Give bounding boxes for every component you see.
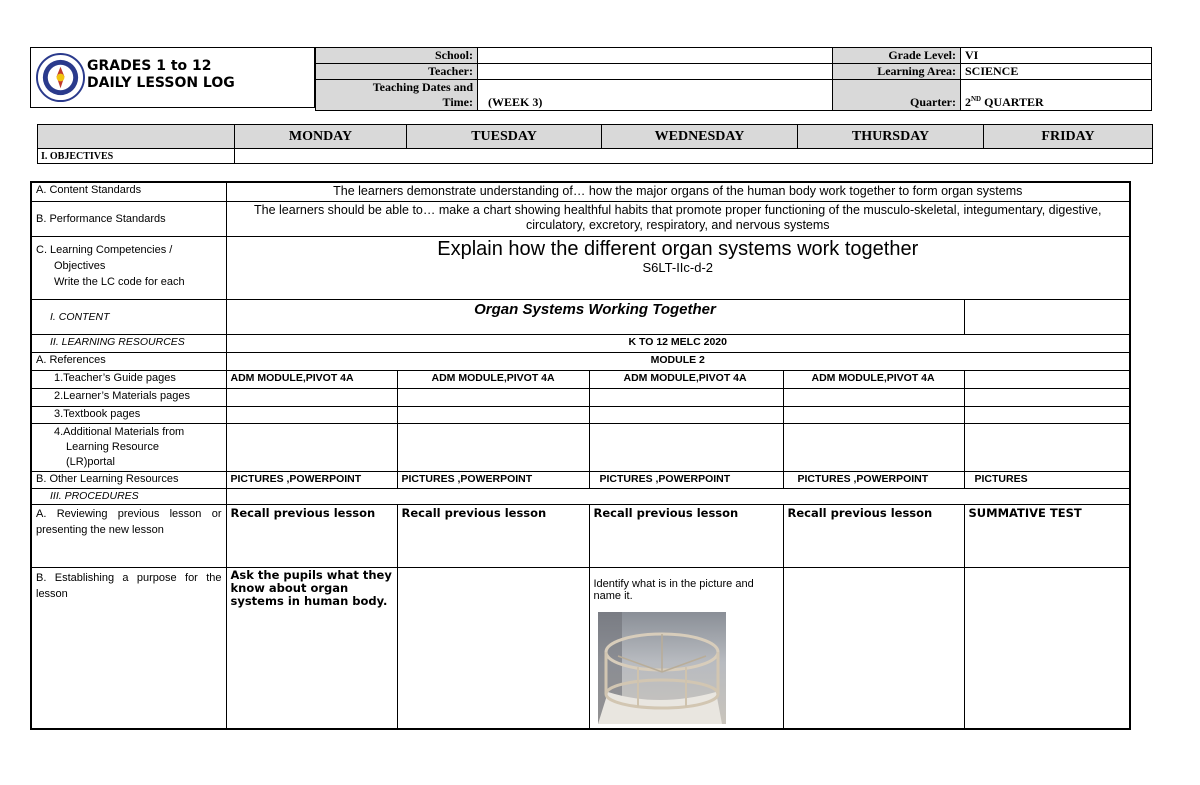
review-tuesday[interactable]: Recall previous lesson — [397, 504, 589, 567]
grade-level-label: Grade Level: — [833, 48, 961, 64]
additional-materials-label — [31, 423, 226, 471]
day-monday: MONDAY — [235, 125, 407, 149]
review-monday[interactable]: Recall previous lesson — [226, 504, 397, 567]
teaching-dates-label-line1: Teaching Dates and — [372, 80, 473, 94]
tb-thursday[interactable] — [783, 406, 964, 423]
teacher-label: Teacher: — [316, 64, 478, 80]
procedures-label: III. PROCEDURES — [31, 488, 226, 504]
or-wednesday[interactable]: PICTURES ,POWERPOINT — [589, 471, 783, 488]
title-line-2: DAILY LESSON LOG — [87, 75, 235, 91]
or-thursday[interactable]: PICTURES ,POWERPOINT — [783, 471, 964, 488]
procedures-field[interactable] — [226, 488, 1130, 504]
learning-area-label: Learning Area: — [833, 64, 961, 80]
tb-friday[interactable] — [964, 406, 1130, 423]
am-thursday[interactable] — [783, 423, 964, 471]
content-friday-cell[interactable] — [964, 299, 1130, 334]
references-value[interactable]: MODULE 2 — [226, 352, 1130, 370]
am-tuesday[interactable] — [397, 423, 589, 471]
school-label: School: — [316, 48, 478, 64]
purpose-wednesday[interactable] — [589, 567, 783, 729]
content-standards-label: A. Content Standards — [31, 182, 226, 201]
day-friday: FRIDAY — [984, 125, 1153, 149]
header-info-table — [315, 47, 1152, 111]
tb-monday[interactable] — [226, 406, 397, 423]
content-label: I. CONTENT — [31, 299, 226, 334]
teaching-dates-value: (WEEK 3) — [488, 95, 543, 109]
objectives-label: I. OBJECTIVES — [38, 149, 235, 164]
competency-title: Explain how the different organ systems work together — [437, 237, 919, 260]
additional-materials-line1: 4.Additional Materials from — [54, 425, 185, 438]
objectives-field[interactable] — [235, 149, 1153, 164]
learning-competencies-label — [31, 236, 226, 299]
quarter-label: Quarter: — [833, 80, 961, 111]
days-header-table — [37, 124, 1153, 164]
performance-standards-value[interactable]: The learners should be able to… make a chart showing healthful habits that promote proper functioning of the musculo-skeletal, integumentary, digestive, circulatory, excretory, respiratory, and nervous systems — [226, 201, 1130, 236]
teacher-field[interactable] — [478, 64, 833, 80]
learning-area-field[interactable]: SCIENCE — [961, 64, 1152, 80]
purpose-friday[interactable] — [964, 567, 1130, 729]
learning-resources-label: II. LEARNING RESOURCES — [31, 334, 226, 352]
teaching-dates-label — [316, 80, 478, 111]
lesson-table — [30, 181, 1131, 730]
teaching-dates-label-line2: Time: — [442, 95, 473, 109]
learners-materials-label: 2.Learner’s Materials pages — [31, 388, 226, 406]
title-line-1: GRADES 1 to 12 — [87, 58, 212, 74]
tg-thursday[interactable]: ADM MODULE,PIVOT 4A — [783, 370, 964, 388]
or-tuesday[interactable]: PICTURES ,POWERPOINT — [397, 471, 589, 488]
learning-resources-value[interactable]: K TO 12 MELC 2020 — [226, 334, 1130, 352]
review-friday[interactable]: SUMMATIVE TEST — [964, 504, 1130, 567]
purpose-thursday[interactable] — [783, 567, 964, 729]
reviewing-label: A. Reviewing previous lesson or presenting the new lesson — [31, 504, 226, 567]
header-logo-box — [30, 47, 315, 108]
deped-seal-icon — [36, 53, 85, 102]
tb-tuesday[interactable] — [397, 406, 589, 423]
am-friday[interactable] — [964, 423, 1130, 471]
performance-standards-label: B. Performance Standards — [31, 201, 226, 236]
purpose-label: B. Establishing a purpose for the lesson — [31, 567, 226, 729]
lm-friday[interactable] — [964, 388, 1130, 406]
tg-wednesday[interactable]: ADM MODULE,PIVOT 4A — [589, 370, 783, 388]
organ-picture-image — [598, 612, 726, 724]
purpose-tuesday[interactable] — [397, 567, 589, 729]
content-value[interactable]: Organ Systems Working Together — [226, 299, 964, 334]
review-wednesday[interactable]: Recall previous lesson — [589, 504, 783, 567]
tg-tuesday[interactable]: ADM MODULE,PIVOT 4A — [397, 370, 589, 388]
school-field[interactable] — [478, 48, 833, 64]
quarter-field[interactable] — [961, 80, 1152, 111]
am-monday[interactable] — [226, 423, 397, 471]
am-wednesday[interactable] — [589, 423, 783, 471]
tg-monday[interactable]: ADM MODULE,PIVOT 4A — [226, 370, 397, 388]
day-wednesday: WEDNESDAY — [602, 125, 798, 149]
quarter-text: QUARTER — [981, 95, 1044, 109]
other-resources-label: B. Other Learning Resources — [31, 471, 226, 488]
competencies-label-line2: Objectives — [54, 259, 106, 272]
learning-competencies-value[interactable] — [226, 236, 1130, 299]
additional-materials-line3: (LR)portal — [66, 455, 115, 468]
references-label: A. References — [31, 352, 226, 370]
teaching-dates-field[interactable] — [478, 80, 833, 111]
or-monday[interactable]: PICTURES ,POWERPOINT — [226, 471, 397, 488]
lm-thursday[interactable] — [783, 388, 964, 406]
tg-friday[interactable] — [964, 370, 1130, 388]
days-corner-cell — [38, 125, 235, 149]
quarter-number: 2 — [965, 95, 971, 109]
purpose-monday[interactable]: Ask the pupils what they know about organ systems in human body. — [226, 567, 397, 729]
additional-materials-line2: Learning Resource — [66, 440, 159, 453]
competencies-label-line3: Write the LC code for each — [54, 275, 185, 288]
lm-monday[interactable] — [226, 388, 397, 406]
lm-wednesday[interactable] — [589, 388, 783, 406]
competencies-label-line1: C. Learning Competencies / — [36, 243, 173, 256]
or-friday[interactable]: PICTURES — [964, 471, 1130, 488]
content-standards-value[interactable]: The learners demonstrate understanding of… how the major organs of the human body work together to form organ systems — [226, 182, 1130, 201]
day-tuesday: TUESDAY — [407, 125, 602, 149]
grade-level-field[interactable]: VI — [961, 48, 1152, 64]
purpose-wednesday-text: Identify what is in the picture and name it. — [593, 577, 754, 602]
lm-tuesday[interactable] — [397, 388, 589, 406]
tb-wednesday[interactable] — [589, 406, 783, 423]
day-thursday: THURSDAY — [798, 125, 984, 149]
review-thursday[interactable]: Recall previous lesson — [783, 504, 964, 567]
teachers-guide-label: 1.Teacher’s Guide pages — [31, 370, 226, 388]
competency-code: S6LT-IIc-d-2 — [642, 259, 714, 275]
quarter-suffix: ND — [971, 95, 982, 103]
textbook-pages-label: 3.Textbook pages — [31, 406, 226, 423]
